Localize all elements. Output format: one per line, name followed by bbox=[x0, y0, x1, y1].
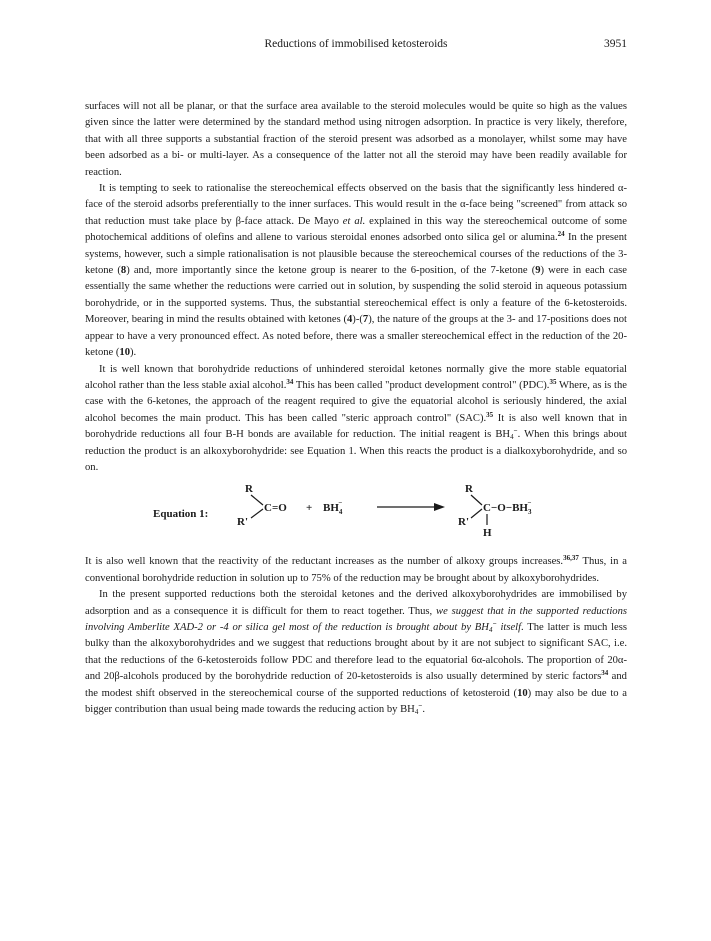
compound-10b: 10 bbox=[517, 687, 528, 699]
eq-product-h: H bbox=[483, 527, 492, 540]
compound-4: 4 bbox=[347, 314, 353, 326]
eq-r-right: R bbox=[465, 483, 473, 496]
eq-carbonyl: C=O bbox=[264, 502, 287, 515]
reference-35b: 35 bbox=[486, 410, 494, 419]
eq-arrow-head bbox=[434, 503, 445, 511]
eq-product-link: $-O-BH_3-$ bbox=[491, 499, 532, 517]
paragraph-1: surfaces will not all be planar, or that the surface area available to the steroid molecules would be quite so high as the values given since the latter were determined by the standard method using nitrogen adsorption. In practice is very likely, therefore, that with all three supports a substantial fraction of the steroid present was adsorbed as a monolayer, whilst some may have been adsorbed as a bi- or multi-layer. As a consequence of the latter not all the steroid may have been readily available for reaction. bbox=[85, 101, 627, 178]
et-al: et al. bbox=[342, 215, 366, 227]
eq-rprime-right: R' bbox=[458, 516, 469, 529]
running-header bbox=[85, 38, 627, 54]
compound-7: 7 bbox=[362, 314, 369, 326]
article-body bbox=[85, 99, 627, 718]
compound-10: 10 bbox=[119, 347, 131, 359]
reference-36-37: 36,37 bbox=[563, 554, 579, 563]
eq-bond-r-right bbox=[471, 495, 482, 505]
equation-label: Equation 1: bbox=[153, 508, 209, 521]
reference-24: 24 bbox=[557, 230, 565, 239]
eq-reagent: $BH_4-$ bbox=[323, 499, 343, 517]
reference-34b: 34 bbox=[601, 669, 609, 678]
compound-9: 9 bbox=[535, 265, 541, 277]
running-title: Reductions of immobilised ketosteroids bbox=[264, 38, 448, 50]
compound-8: 8 bbox=[120, 265, 127, 277]
equation-1 bbox=[85, 482, 627, 542]
paragraph-3: It is well known that borohydride reductions of unhindered steroidal ketones normally give the more stable equatorial alcohol rather than the less stable axial alcohol.$^{34}$ This has been called "product development control" (PDC).$^{35}$ Where, as is the case with the 6-ketones, the approach of the reagent required to give the equatorial alcohol is seriously hindered, the axial alcohol becomes the main product. This has been called "steric approach control" (SAC).$^{35}$ It is also well known that in borohydride reductions all four B-H bonds are available for reduction. The initial reagent is $BH_4^-$. When this brings about reduction the product is an alkoxyborohydride: see Equation 1. When this reacts the product is a dialkoxyborohydride, and so on. bbox=[85, 363, 627, 473]
eq-bond-rprime-left bbox=[251, 509, 263, 518]
eq-bond-r-left bbox=[251, 495, 263, 505]
eq-plus: + bbox=[306, 502, 313, 515]
equation-scheme bbox=[85, 482, 627, 542]
eq-rprime-left: R' bbox=[237, 516, 248, 529]
italic-suggestion: we suggest that in the supported reductions involving Amberlite XAD-2 or -4 or silica gel most of the reduction is brought about by $BH_4^-$ itself bbox=[85, 605, 627, 634]
eq-bond-rprime-right bbox=[471, 509, 482, 518]
reference-34: 34 bbox=[286, 377, 294, 386]
reference-35: 35 bbox=[549, 377, 557, 386]
eq-product-c: C bbox=[483, 502, 491, 515]
paragraph-5: In the present supported reductions both the steroidal ketones and the derived alkoxyborohydrides are immobilised by adsorption and as a consequence it is difficult for them to react together. Thus, we suggest that in the supported reductions involving Amberlite XAD-2 or -4 or silica gel most of the reduction is brought about by $BH_4^-$ itself. The latter is much less bulky than the alkoxyborohydrides and we suggest that reductions brought about by it are not subject to significant SAC, i.e. that the reductions of the 6-ketosteroids follow PDC and therefore lead to the equatorial 6α-alcohols. The proportion of 20α- and 20β-alcohols produced by the borohydride reduction of 20-ketosteroids is also usually determined by steric factors$^{34}$ and the modest shift observed in the stereochemical course of the supported reductions of ketosteroid (10) may also be due to a bigger contribution than usual being made towards the reducing action by $BH_4^-$. bbox=[85, 589, 627, 716]
page-number: 3951 bbox=[604, 38, 627, 50]
paragraph-2: It is tempting to seek to rationalise the stereochemical effects observed on the basis that the significantly less hindered α-face of the steroid adsorbs preferentially to the inner surfaces. This would result in the α-face being "screened" from attack so that reduction must take place by β-face attack. De Mayo et al. explained in this way the stereochemical outcome of some photochemical additions of olefins and allene to various steroidal enones adsorbed onto silica gel or alumina.$^{24}$ In the present systems, however, such a simple rationalisation is not plausible because the stereochemical courses of the reductions of the 3-ketone (8) and, more importantly since the ketone group is nearer to the 6-position, of the 7-ketone (9) were in each case essentially the same whether the reductions were carried out in solution, by suspending the solid steroid in aqueous potassium borohydride, or in the supported systems. Thus, the substantial stereochemical effect is only a feature of the 6-ketosteroids. Moreover, bearing in mind the results obtained with ketones (4)-(7), the nature of the groups at the 3- and 17-positions does not appear to have a very pronounced effect. As noted before, there was a smaller stereochemical effect in the reduction of the 20-ketone (10). bbox=[85, 183, 627, 359]
eq-r-left: R bbox=[245, 483, 253, 496]
paragraph-4: It is also well known that the reactivity of the reductant increases as the number of alkoxy groups increases.$^{36,37}$ Thus, in a conventional borohydride reduction in solution up to 75% of the reduction may be brought about by alkoxyborohydrides. bbox=[85, 554, 627, 584]
